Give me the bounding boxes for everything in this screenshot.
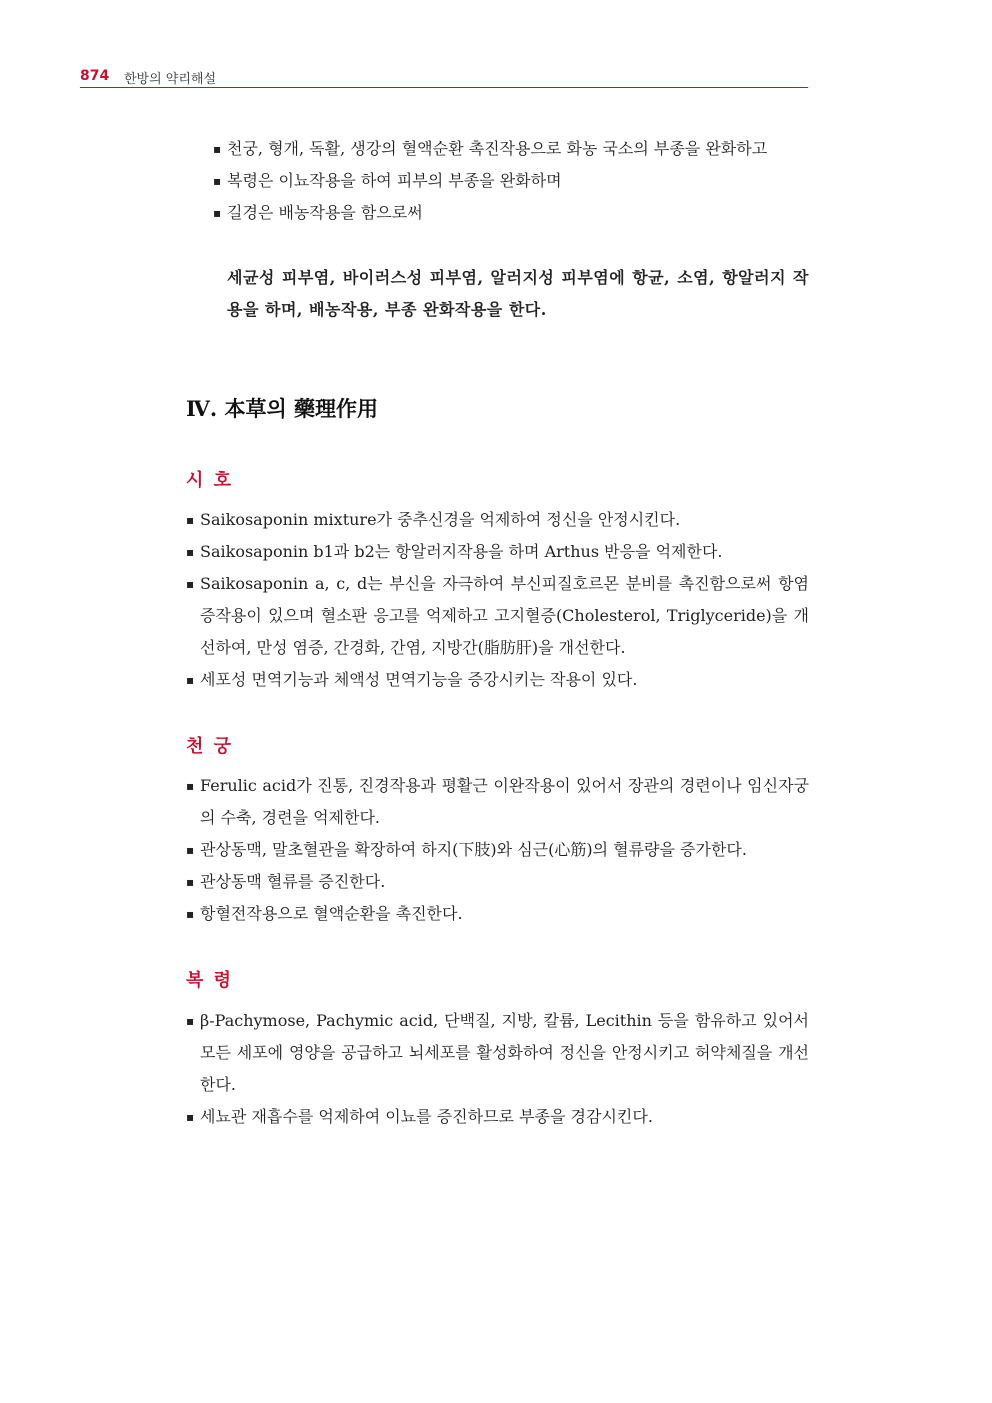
section-title: Ⅳ. 本草의 藥理作用 — [186, 396, 379, 421]
list-item-text: 길경은 배농작용을 함으로써 — [227, 203, 423, 222]
list-item-text: 관상동맥, 말초혈관을 확장하여 하지(下肢)와 심근(心筋)의 혈류량을 증가한다. — [200, 840, 747, 859]
bullet-icon: ▪ — [186, 1110, 195, 1124]
list-item-text: Saikosaponin b1과 b2는 항알러지작용을 하며 Arthus 반응을 억제한다. — [200, 542, 723, 561]
list-item-text: 복령은 이뇨작용을 하여 피부의 부종을 완화하며 — [227, 171, 562, 190]
list-item-text: Saikosaponin mixture가 중추신경을 억제하여 정신을 안정시킨다. — [200, 510, 681, 529]
list-item-text: 항혈전작용으로 혈액순환을 촉진한다. — [200, 904, 463, 923]
list-item-text: β-Pachymose, Pachymic acid, 단백질, 지방, 칼륨, Lecithin 등을 함유하고 있어서 모든 세포에 영양을 공급하고 뇌세포를 활성화하여 정신을 안정시키고 허약체질을 개선한다. — [200, 1011, 809, 1094]
herb-list — [186, 770, 809, 930]
bullet-icon: ▪ — [186, 843, 195, 857]
book-title: 한방의 약리해설 — [124, 72, 217, 87]
list-item — [186, 1005, 809, 1101]
list-item — [213, 197, 809, 229]
intro-list — [213, 133, 809, 229]
list-item — [213, 165, 809, 197]
herb-heading: 시 호 — [186, 470, 234, 491]
herb-list — [186, 1005, 809, 1133]
list-item — [186, 664, 809, 696]
bullet-icon: ▪ — [186, 875, 195, 889]
bullet-icon: ▪ — [186, 577, 195, 591]
list-item — [186, 770, 809, 834]
bullet-icon: ▪ — [213, 174, 222, 188]
herb-list — [186, 504, 809, 696]
bullet-icon: ▪ — [186, 1014, 195, 1028]
bullet-icon: ▪ — [186, 779, 195, 793]
bullet-icon: ▪ — [186, 545, 195, 559]
bullet-icon: ▪ — [213, 206, 222, 220]
list-item — [213, 133, 809, 165]
bullet-icon: ▪ — [186, 673, 195, 687]
list-item-text: Ferulic acid가 진통, 진경작용과 평활근 이완작용이 있어서 장관의 경련이나 임신자궁의 수축, 경련을 억제한다. — [200, 776, 809, 827]
page-header — [80, 66, 808, 88]
list-item — [186, 898, 809, 930]
list-item — [186, 568, 809, 664]
list-item-text: 세뇨관 재흡수를 억제하여 이뇨를 증진하므로 부종을 경감시킨다. — [200, 1107, 653, 1126]
bullet-icon: ▪ — [186, 513, 195, 527]
list-item-text: 세포성 면역기능과 체액성 면역기능을 증강시키는 작용이 있다. — [200, 670, 638, 689]
list-item-text: 천궁, 형개, 독활, 생강의 혈액순환 촉진작용으로 화농 국소의 부종을 완화하고 — [227, 139, 768, 158]
list-item — [186, 504, 809, 536]
list-item — [186, 834, 809, 866]
bullet-icon: ▪ — [186, 907, 195, 921]
list-item-text: Saikosaponin a, c, d는 부신을 자극하여 부신피질호르몬 분비를 촉진함으로써 항염증작용이 있으며 혈소판 응고를 억제하고 고지혈증(Cholesterol, Triglyceride)을 개선하여, 만성 염증, 간경화, 간염, 지방간(脂肪肝)을 개선한다. — [200, 574, 809, 657]
list-item — [186, 1101, 809, 1133]
herb-heading: 천 궁 — [186, 736, 234, 757]
intro-conclusion: 세균성 피부염, 바이러스성 피부염, 알러지성 피부염에 항균, 소염, 항알러지 작용을 하며, 배농작용, 부종 완화작용을 한다. — [227, 268, 809, 319]
bullet-icon: ▪ — [213, 142, 222, 156]
list-item — [186, 866, 809, 898]
list-item-text: 관상동맥 혈류를 증진한다. — [200, 872, 386, 891]
page-number: 874 — [80, 68, 110, 84]
list-item — [186, 536, 809, 568]
herb-heading: 복 령 — [186, 970, 234, 991]
